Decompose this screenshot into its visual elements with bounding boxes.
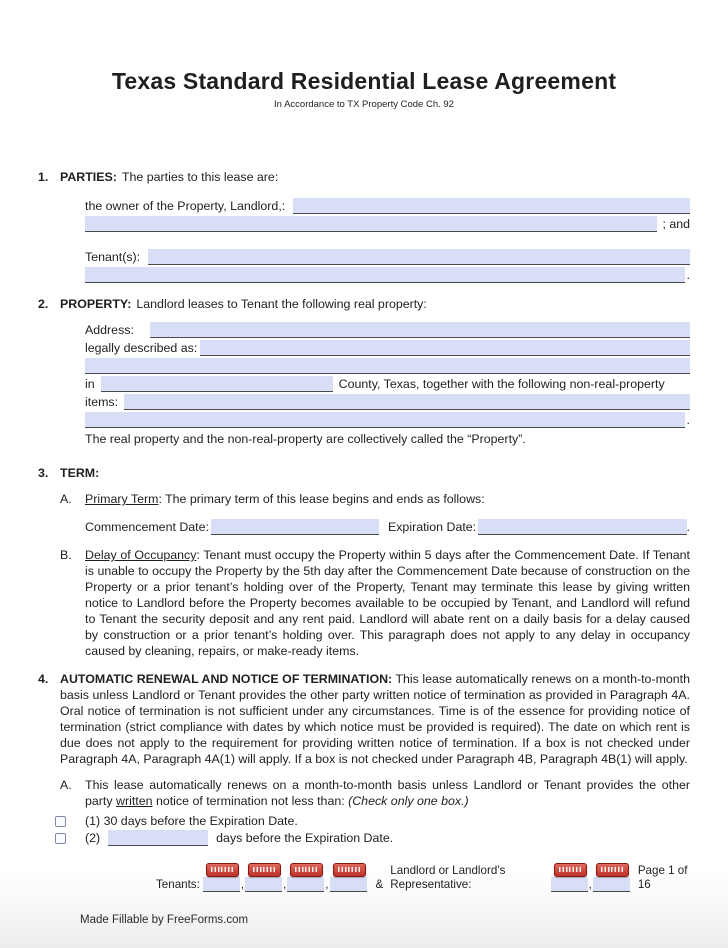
primary-term-text: : The primary term of this lease begins and ends as follows: — [158, 492, 485, 506]
document-title: Texas Standard Residential Lease Agreement — [111, 68, 617, 94]
landlord-initial-field-1[interactable] — [551, 877, 588, 892]
section-property — [38, 296, 690, 447]
county-in-label: in — [85, 377, 95, 391]
tenant-label: Tenant(s): — [85, 250, 141, 264]
tenant-name-row-2 — [85, 265, 690, 283]
document-subtitle: In Accordance to TX Property Code Ch. 92 — [274, 99, 454, 110]
landlord-label: the owner of the Property, Landlord,: — [85, 199, 286, 213]
renewal-option-2-prefix: (2) — [85, 831, 101, 845]
items-label: items: — [85, 395, 119, 409]
legal-description-field-2[interactable] — [85, 358, 690, 374]
tenant-name-row — [85, 247, 690, 265]
section-parties — [38, 169, 690, 283]
tenant-name-field-2[interactable] — [85, 267, 685, 283]
section-number: 3. — [38, 466, 49, 480]
delay-of-occupancy-clause — [60, 547, 690, 659]
sign-here-tab-icon[interactable] — [248, 863, 281, 877]
address-row — [85, 320, 690, 338]
section-heading: PROPERTY: — [60, 297, 132, 311]
clause-a-text-2: notice of termination not less than: — [152, 794, 349, 808]
separator: , — [588, 878, 592, 891]
sign-here-tab-icon[interactable] — [554, 863, 587, 877]
delay-label: Delay of Occupancy — [85, 548, 197, 562]
clause-a-text-1: This lease automatically renews on a month-to-month basis unless Landlord or Tenant provides the other party — [85, 778, 690, 808]
separator: , — [240, 878, 245, 891]
landlord-name-row-2 — [85, 214, 690, 232]
sign-here-tab-icon[interactable] — [206, 863, 239, 877]
landlord-suffix: ; and — [662, 217, 690, 231]
primary-term-clause — [60, 491, 690, 507]
section-number: 4. — [38, 672, 49, 686]
clause-a-written: written — [116, 794, 153, 808]
clause-letter: A. — [60, 778, 72, 792]
branding-text: Made Fillable by FreeForms.com — [80, 914, 249, 926]
renewal-days-field[interactable] — [108, 830, 208, 846]
commencement-date-field[interactable] — [211, 519, 379, 535]
commencement-date-label: Commencement Date: — [85, 520, 209, 534]
county-suffix: County, Texas, together with the following non-real-property — [338, 377, 665, 391]
legal-description-row — [85, 338, 690, 356]
dates-row — [85, 517, 690, 535]
items-suffix: . — [686, 413, 690, 427]
expiration-date-label: Expiration Date: — [387, 520, 477, 534]
tenant-initial-field-2[interactable] — [245, 877, 282, 892]
sign-here-tab-icon[interactable] — [290, 863, 323, 877]
landlord-name-row — [85, 196, 690, 214]
expiration-date-field[interactable] — [478, 519, 686, 535]
items-field-2[interactable] — [85, 412, 685, 428]
tenant-initial-field-1[interactable] — [203, 877, 240, 892]
separator: , — [283, 878, 287, 891]
page-footer — [38, 848, 690, 948]
tenant-initial-field-4[interactable] — [330, 877, 367, 892]
property-note: The real property and the non-real-property are collectively called the “Property”. — [85, 432, 526, 446]
primary-term-label: Primary Term — [85, 492, 159, 506]
section-heading-line — [60, 296, 690, 312]
items-row — [85, 392, 690, 410]
clause-a-instruction: (Check only one box.) — [348, 794, 469, 808]
landlord-name-field-2[interactable] — [85, 216, 657, 232]
clause-letter: A. — [60, 492, 72, 506]
initials-row — [38, 864, 690, 892]
clause-letter: B. — [60, 548, 72, 562]
items-row-2 — [85, 410, 690, 428]
renewal-body: This lease automatically renews on a month-to-month basis unless Landlord or Tenant provides the other party written notice of termination as provided in Paragraph 4A. Oral notice of termination is not sufficient under any circumstances. Time is of the essence for providing notice of termination (strict compliance with dates by which notice must be provided is required). The date on which rent is due does not apply to the requirement for providing written notice of termination. If a box is not checked under Paragraph 4A, Paragraph 4A(1) will apply. If a box is not checked under Paragraph 4B, Paragraph 4B(1) will apply. — [60, 672, 691, 766]
county-field[interactable] — [101, 376, 333, 392]
section-intro: Landlord leases to Tenant the following real property: — [136, 297, 427, 311]
tenant-name-field[interactable] — [148, 249, 690, 265]
tenant-suffix: . — [686, 268, 690, 282]
section-intro: The parties to this lease are: — [121, 170, 279, 184]
section-number: 1. — [38, 170, 49, 184]
county-row — [85, 374, 690, 392]
renewal-option-2-row — [55, 829, 690, 846]
section-number: 2. — [38, 297, 49, 311]
renewal-clause-a — [60, 777, 690, 809]
section-renewal — [38, 671, 690, 846]
section-term — [38, 465, 690, 659]
renewal-option-1-checkbox[interactable] — [55, 816, 66, 827]
renewal-paragraph — [60, 671, 690, 767]
address-label: Address: — [85, 323, 134, 337]
tenant-initial-field-3[interactable] — [287, 877, 324, 892]
section-heading: AUTOMATIC RENEWAL AND NOTICE OF TERMINATION: — [60, 672, 393, 686]
ampersand: & — [375, 878, 384, 891]
delay-text: : Tenant must occupy the Property within 5 days after the Commencement Date. If Tenant is unable to occupy the Property by the 5th day after the Commencement Date because of construction on the Property or a prior tenant’s holding over of the Property, Tenant may terminate this lease by giving written notice to Landlord before the Property becomes available to be occupied by Tenant, and Landlord will refund to Tenant the security deposit and any rent paid. Landlord will abate rent on a daily basis for a delay caused by construction or a prior tenant’s holding over. This paragraph does not apply to any delay in occupancy caused by cleaning, repairs, or make-ready items. — [85, 548, 690, 658]
legal-description-label: legally described as: — [85, 341, 198, 355]
sign-here-tab-icon[interactable] — [596, 863, 629, 877]
renewal-option-1-label: (1) 30 days before the Expiration Date. — [85, 814, 298, 828]
legal-description-row-2 — [85, 356, 690, 374]
landlord-initials-label: Landlord or Landlord’s Representative: — [390, 864, 506, 891]
section-heading: PARTIES: — [60, 170, 117, 184]
renewal-option-2-suffix: days before the Expiration Date. — [216, 831, 394, 845]
section-heading: TERM: — [60, 466, 100, 480]
page-number: Page 1 of 16 — [637, 864, 688, 891]
renewal-option-2-checkbox[interactable] — [55, 833, 66, 844]
section-heading-line — [60, 169, 690, 185]
landlord-initial-field-2[interactable] — [593, 877, 630, 892]
items-field[interactable] — [124, 394, 690, 410]
separator: , — [325, 878, 329, 891]
address-field[interactable] — [150, 322, 690, 338]
sign-here-tab-icon[interactable] — [333, 863, 366, 877]
dates-suffix: . — [686, 520, 690, 534]
renewal-option-1-row — [55, 812, 690, 829]
landlord-name-field[interactable] — [293, 198, 690, 214]
legal-description-field[interactable] — [200, 340, 690, 356]
tenants-initials-label: Tenants: — [156, 878, 200, 891]
